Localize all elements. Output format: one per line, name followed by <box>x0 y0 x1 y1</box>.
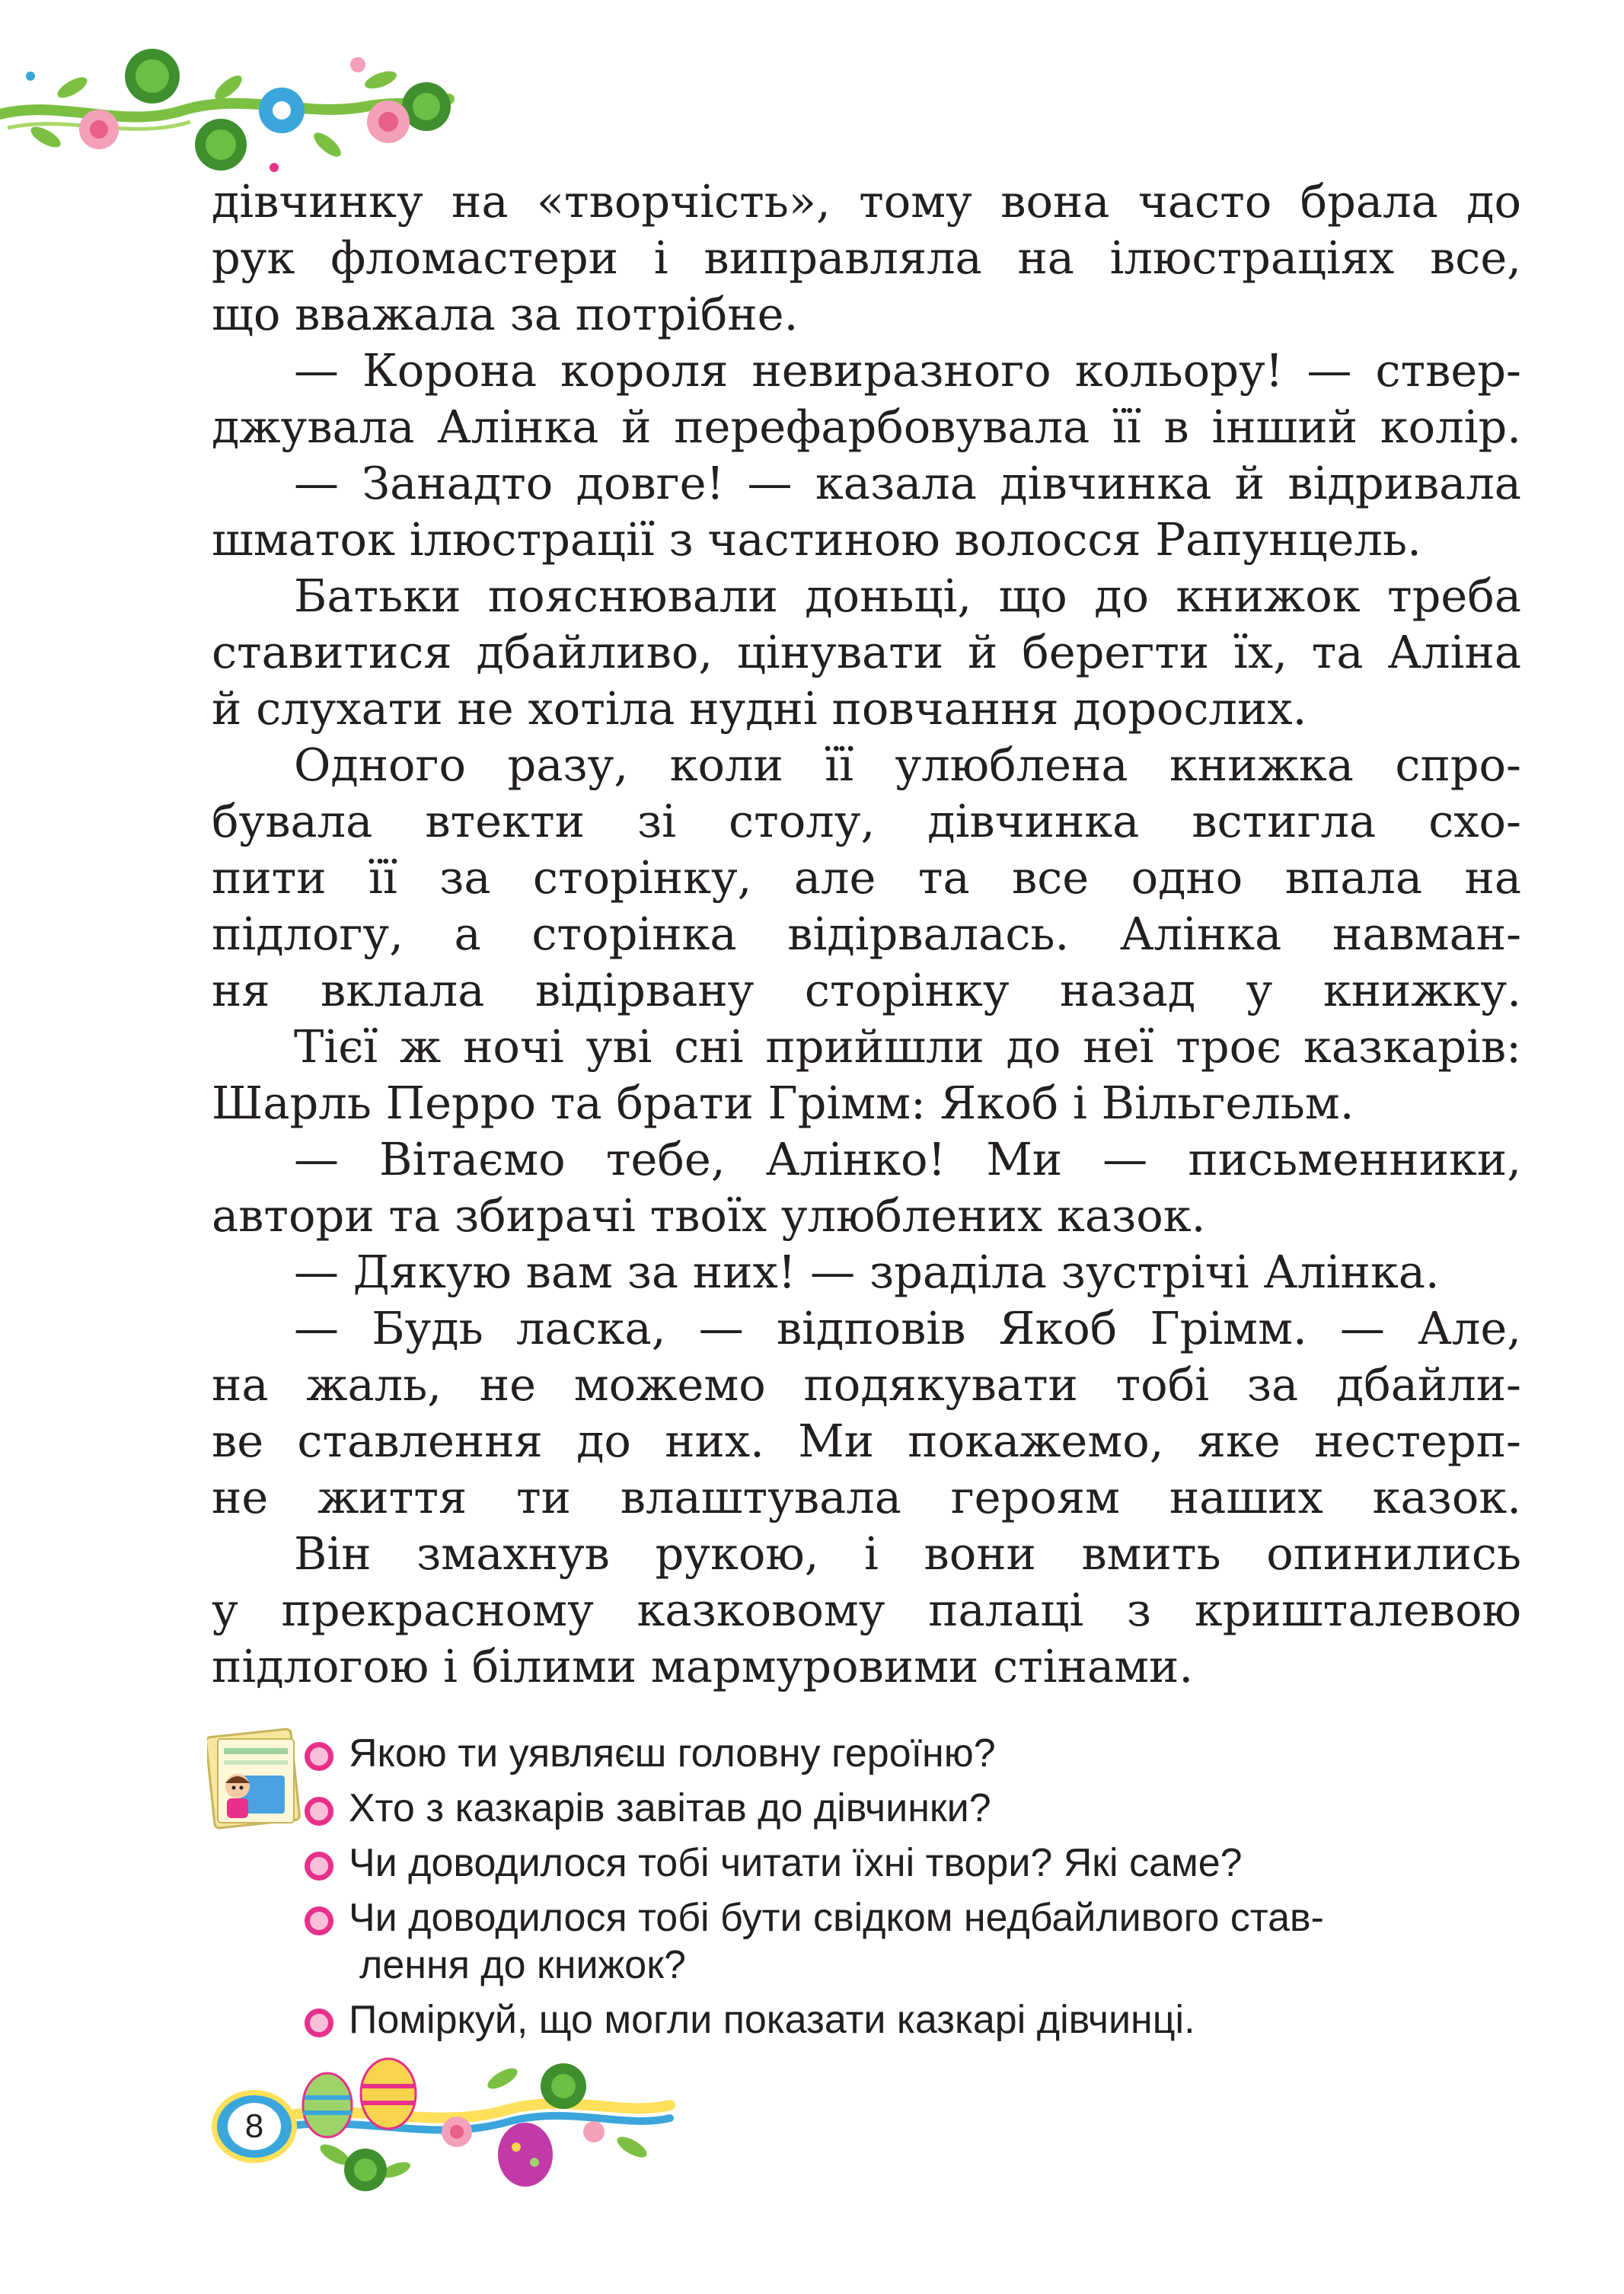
story-line: джувала Алінка й перефарбовувала її в інший колір. <box>212 400 1521 453</box>
floral-vine-decoration <box>0 15 457 175</box>
story-line: шматок ілюстрації з частиною волосся Рапунцель. <box>212 513 1421 566</box>
story-line: дівчинку на «творчість», тому вона часто брала до <box>212 175 1521 228</box>
story-line: — Будь ласка, — відповів Якоб Грімм. — Але, <box>294 1302 1521 1354</box>
questions-list <box>305 1730 1523 2051</box>
bullet-icon <box>305 1906 333 1935</box>
story-line: у прекрасному казковому палаці з кришталевою <box>212 1584 1521 1636</box>
bullet-icon <box>305 1797 333 1826</box>
story-line: ня вклала відірвану сторінку назад у книжку. <box>212 964 1521 1016</box>
story-line: й слухати не хотіла нудні повчання дорослих. <box>212 682 1307 735</box>
story-line: — Дякую вам за них! — зраділа зустрічі Алінка. <box>294 1246 1440 1298</box>
story-line: не життя ти влаштувала героям наших казок. <box>212 1471 1521 1523</box>
story-line: Одного разу, коли її улюблена книжка спро- <box>294 739 1521 791</box>
page-number-badge <box>212 2090 297 2163</box>
story-line: ставитися дбайливо, цінувати й берегти їх, та Аліна <box>212 626 1521 678</box>
story-line: на жаль, не можемо подякувати тобі за дбайли- <box>212 1358 1521 1411</box>
bullet-icon <box>305 1852 333 1881</box>
story-text <box>212 174 1521 1695</box>
bullet-icon <box>305 2008 333 2037</box>
story-line: Батьки пояснювали доньці, що до книжок треба <box>294 570 1521 622</box>
question-text-continued: лення до книжок? <box>359 1943 686 1987</box>
story-line: що вважала за потрібне. <box>212 288 799 340</box>
story-line: — Корона короля невиразного кольору! — ствер- <box>294 344 1521 397</box>
story-line: підлогу, а сторінка відірвалась. Алінка навман- <box>212 908 1521 960</box>
question-item <box>305 1730 1523 1777</box>
question-text: Хто з казкарів завітав до дівчинки? <box>349 1786 991 1830</box>
question-text: Якою ти уявляєш головну героїню? <box>349 1731 996 1776</box>
story-line: автори та збирачі твоїх улюблених казок. <box>212 1189 1206 1242</box>
question-item <box>305 1839 1523 1887</box>
book-reader-icon <box>207 1722 305 1838</box>
question-item <box>305 1894 1523 1989</box>
story-line: ве ставлення до них. Ми покажемо, яке нестерп- <box>212 1415 1521 1467</box>
story-line: Шарль Перро та брати Грімм: Якоб і Вільгельм. <box>212 1077 1354 1129</box>
story-line: бувала втекти зі столу, дівчинка встигла схо- <box>212 795 1521 847</box>
story-line: пити її за сторінку, але та все одно впала на <box>212 851 1521 904</box>
question-text: Поміркуй, що могли показати казкарі дівчинці. <box>349 1998 1195 2042</box>
question-text: Чи доводилося тобі бути свідком недбайливого став- <box>349 1896 1324 1940</box>
question-item <box>305 1785 1523 1832</box>
story-line: Він змахнув рукою, і вони вмить опинились <box>294 1527 1521 1580</box>
story-line: підлогою і білими мармуровими стінами. <box>212 1640 1194 1693</box>
bullet-icon <box>305 1742 333 1771</box>
story-line: — Занадто довге! — казала дівчинка й відривала <box>294 457 1521 509</box>
page-number: 8 <box>228 2103 281 2150</box>
question-item <box>305 1996 1523 2044</box>
question-text: Чи доводилося тобі читати їхні твори? Які саме? <box>349 1841 1243 1885</box>
story-line: — Вітаємо тебе, Алінко! Ми — письменники, <box>294 1133 1521 1185</box>
story-line: Тієї ж ночі уві сні прийшли до неї троє казкарів: <box>294 1020 1521 1073</box>
story-line: рук фломастери і виправляла на ілюстраціях все, <box>212 231 1521 284</box>
